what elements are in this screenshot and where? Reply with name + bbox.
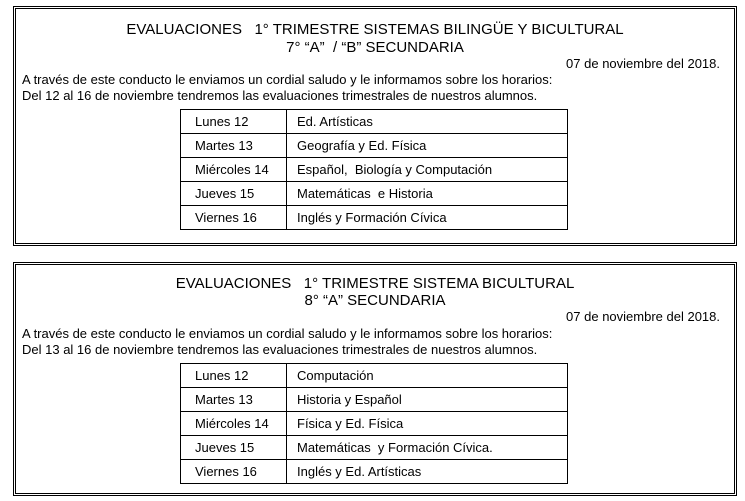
intro-dates: Del 12 al 16 de noviembre tendremos las evaluaciones trimestrales de nuestros alumnos.	[22, 88, 538, 103]
schedule-subjects: Matemáticas e Historia	[287, 182, 568, 206]
intro-dates: Del 13 al 16 de noviembre tendremos las evaluaciones trimestrales de nuestros alumnos.	[22, 342, 538, 357]
schedule-day: Martes 13	[181, 134, 287, 158]
table-row	[181, 364, 568, 388]
table-row	[181, 110, 568, 134]
table-row	[181, 460, 568, 484]
schedule-subjects: Computación	[287, 364, 568, 388]
schedule-table	[180, 109, 568, 230]
table-row	[181, 388, 568, 412]
schedule-table	[180, 363, 568, 484]
notice-8th-grade	[13, 262, 737, 496]
schedule-day: Miércoles 14	[181, 158, 287, 182]
schedule-subjects: Español, Biología y Computación	[287, 158, 568, 182]
schedule-day: Viernes 16	[181, 460, 287, 484]
notice-title: EVALUACIONES 1° TRIMESTRE SISTEMA BICULTURAL	[175, 275, 575, 292]
table-row	[181, 436, 568, 460]
schedule-subjects: Matemáticas y Formación Cívica.	[287, 436, 568, 460]
intro-greeting: A través de este conducto le enviamos un cordial saludo y le informamos sobre los horarios:	[22, 326, 553, 341]
schedule-subjects: Historia y Español	[287, 388, 568, 412]
notice-title: EVALUACIONES 1° TRIMESTRE SISTEMAS BILINGÜE Y BICULTURAL	[126, 21, 624, 38]
notice-date: 07 de noviembre del 2018.	[566, 309, 720, 324]
schedule-day: Miércoles 14	[181, 412, 287, 436]
schedule-day: Viernes 16	[181, 206, 287, 230]
table-row	[181, 412, 568, 436]
notice-date: 07 de noviembre del 2018.	[566, 56, 720, 71]
schedule-day: Jueves 15	[181, 182, 287, 206]
schedule-subjects: Inglés y Ed. Artísticas	[287, 460, 568, 484]
schedule-subjects: Inglés y Formación Cívica	[287, 206, 568, 230]
schedule-subjects: Geografía y Ed. Física	[287, 134, 568, 158]
schedule-day: Lunes 12	[181, 110, 287, 134]
table-row	[181, 182, 568, 206]
schedule-day: Martes 13	[181, 388, 287, 412]
notice-subtitle: 7° “A” / “B” SECUNDARIA	[286, 39, 464, 56]
table-row	[181, 206, 568, 230]
schedule-subjects: Ed. Artísticas	[287, 110, 568, 134]
schedule-day: Jueves 15	[181, 436, 287, 460]
notice-subtitle: 8° “A” SECUNDARIA	[304, 292, 446, 309]
intro-greeting: A través de este conducto le enviamos un cordial saludo y le informamos sobre los horarios:	[22, 72, 553, 87]
schedule-day: Lunes 12	[181, 364, 287, 388]
schedule-subjects: Física y Ed. Física	[287, 412, 568, 436]
table-row	[181, 158, 568, 182]
table-row	[181, 134, 568, 158]
notice-7th-grade	[13, 6, 737, 246]
